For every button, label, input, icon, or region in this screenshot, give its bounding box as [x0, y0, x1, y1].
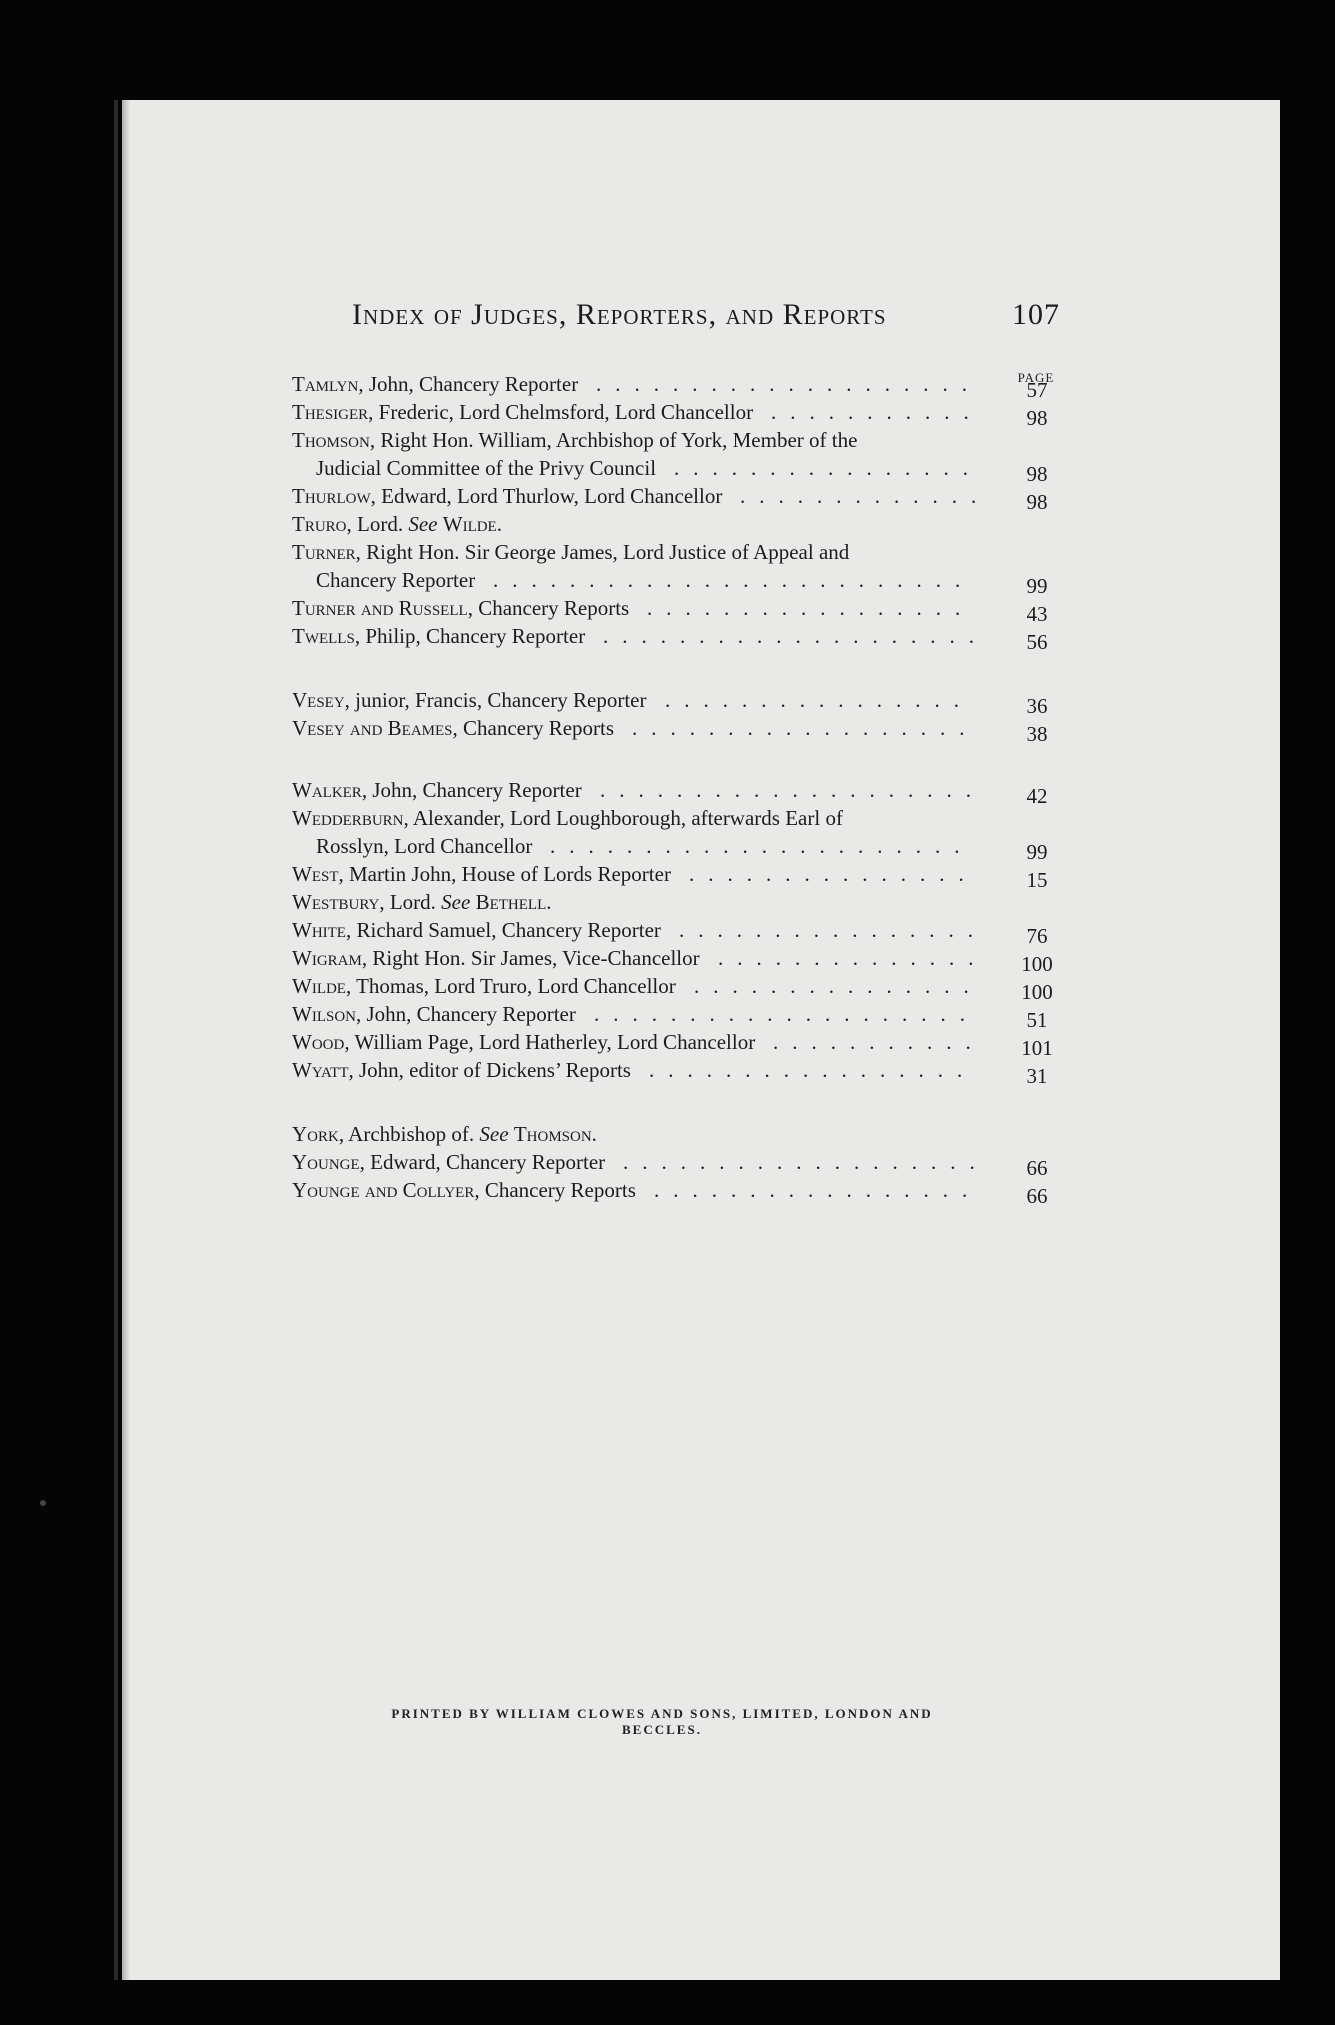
- entry-line: [292, 776, 1060, 808]
- see-label: See: [408, 512, 438, 536]
- index-entry: [292, 714, 1060, 746]
- index-entry: [292, 594, 1060, 626]
- index-entry: [292, 622, 1060, 654]
- see-reference: Wilde.: [442, 512, 502, 536]
- index-entry: [292, 860, 1060, 892]
- entry-continuation-line: [292, 832, 1060, 864]
- entry-line: [292, 916, 1060, 948]
- entry-page-number: 43: [1026, 602, 1048, 626]
- entry-page-number: 101: [1021, 1036, 1053, 1060]
- entry-text: Wilde, Thomas, Lord Truro, Lord Chancellor: [292, 974, 676, 998]
- entry-text: Westbury, Lord. See Bethell.: [292, 890, 552, 914]
- entry-page-number: 100: [1021, 952, 1053, 976]
- entry-page-number: 98: [1026, 490, 1048, 514]
- entry-text: Younge and Collyer, Chancery Reports: [292, 1178, 636, 1202]
- entry-text: West, Martin John, House of Lords Reporter: [292, 862, 671, 886]
- index-entry: [292, 1148, 1060, 1180]
- entry-name: Wood: [292, 1030, 345, 1054]
- entry-text: Wyatt, John, editor of Dickens’ Reports: [292, 1058, 631, 1082]
- entry-page-number: 36: [1026, 694, 1048, 718]
- entry-text: Rosslyn, Lord Chancellor: [316, 834, 533, 858]
- entry-name: York: [292, 1122, 339, 1146]
- entry-line: [292, 944, 1060, 976]
- leader-dots: ..................: [632, 716, 979, 740]
- entry-text: Turner, Right Hon. Sir George James, Lord Justice of Appeal and: [292, 540, 850, 564]
- leader-dots: .............: [740, 484, 991, 508]
- leader-dots: ....................: [600, 778, 985, 802]
- leader-dots: ....................: [603, 624, 988, 648]
- leader-dots: ...........: [773, 1030, 985, 1054]
- entry-line: [292, 1028, 1060, 1060]
- entry-line: [292, 538, 1060, 566]
- entry-line: [292, 972, 1060, 1004]
- index-entry: [292, 1056, 1060, 1088]
- entry-name: Truro: [292, 512, 347, 536]
- index-entry: [292, 538, 1060, 598]
- entry-name: White: [292, 918, 346, 942]
- entry-page-number: 31: [1026, 1064, 1048, 1088]
- see-label: See: [479, 1122, 509, 1146]
- entry-page-number: 56: [1026, 630, 1048, 654]
- entry-text: Wilson, John, Chancery Reporter: [292, 1002, 576, 1026]
- see-reference: Bethell.: [475, 890, 552, 914]
- entry-page-number: 57: [1026, 378, 1048, 402]
- entry-name: Thesiger: [292, 400, 369, 424]
- entry-line: [292, 482, 1060, 514]
- leader-dots: ................: [674, 456, 982, 480]
- entry-name: Tamlyn: [292, 372, 359, 396]
- index-entry: [292, 398, 1060, 430]
- entry-line: [292, 1120, 1060, 1148]
- entry-text: Thesiger, Frederic, Lord Chelmsford, Lord Chancellor: [292, 400, 754, 424]
- entry-name: Vesey: [292, 688, 345, 712]
- entry-line: [292, 860, 1060, 892]
- entry-line: [292, 1056, 1060, 1088]
- entry-name: Turner: [292, 540, 356, 564]
- leader-dots: ...........: [771, 400, 983, 424]
- entry-name: Vesey and Beames: [292, 716, 453, 740]
- entry-text: Chancery Reporter: [316, 568, 476, 592]
- entry-name: Younge and Collyer: [292, 1178, 475, 1202]
- entry-page-number: 15: [1026, 868, 1048, 892]
- entry-line: [292, 510, 1060, 538]
- see-label: See: [441, 890, 471, 914]
- entry-text: Tamlyn, John, Chancery Reporter: [292, 372, 579, 396]
- index-entry: [292, 482, 1060, 514]
- entry-text: White, Richard Samuel, Chancery Reporter: [292, 918, 661, 942]
- index-entry: [292, 510, 1060, 538]
- entry-continuation-line: [292, 566, 1060, 598]
- entry-name: Wilde: [292, 974, 346, 998]
- entry-line: [292, 370, 1060, 402]
- running-head: [352, 298, 1060, 332]
- entry-page-number: 76: [1026, 924, 1048, 948]
- entry-name: Thurlow: [292, 484, 371, 508]
- page-number: 107: [1012, 298, 1060, 331]
- leader-dots: ....................: [594, 1002, 979, 1026]
- entry-page-number: 42: [1026, 784, 1048, 808]
- page-edge-shadow: [122, 100, 130, 1980]
- index-entry: [292, 1120, 1060, 1148]
- index-entry: [292, 686, 1060, 718]
- entry-text: Judicial Committee of the Privy Council: [316, 456, 657, 480]
- entry-line: [292, 686, 1060, 718]
- entry-text: Wedderburn, Alexander, Lord Loughborough, afterwards Earl of: [292, 806, 843, 830]
- entry-page-number: 38: [1026, 722, 1048, 746]
- entry-line: [292, 714, 1060, 746]
- entry-page-number: 99: [1026, 840, 1048, 864]
- index-entry: [292, 426, 1060, 486]
- entry-line: [292, 622, 1060, 654]
- entry-page-number: 99: [1026, 574, 1048, 598]
- entry-text: York, Archbishop of. See Thomson.: [292, 1122, 597, 1146]
- leader-dots: ................: [679, 918, 987, 942]
- printer-imprint: PRINTED BY WILLIAM CLOWES AND SONS, LIMITED, LONDON AND BECCLES.: [391, 1706, 933, 1737]
- index-entry: [292, 1000, 1060, 1032]
- entry-name: Younge: [292, 1150, 360, 1174]
- index-entry: [292, 370, 1060, 402]
- entry-text: Thomson, Right Hon. William, Archbishop of York, Member of the: [292, 428, 858, 452]
- entry-line: [292, 594, 1060, 626]
- index-entry: [292, 888, 1060, 916]
- index-entry: [292, 804, 1060, 864]
- entry-page-number: 66: [1026, 1184, 1048, 1208]
- entry-text: Vesey, junior, Francis, Chancery Reporter: [292, 688, 647, 712]
- entry-line: [292, 1148, 1060, 1180]
- entry-line: [292, 1176, 1060, 1208]
- entry-line: [292, 1000, 1060, 1032]
- entry-text: Vesey and Beames, Chancery Reports: [292, 716, 615, 740]
- entry-line: [292, 426, 1060, 454]
- entry-name: West: [292, 862, 339, 886]
- entry-page-number: 66: [1026, 1156, 1048, 1180]
- entry-text: Walker, John, Chancery Reporter: [292, 778, 582, 802]
- entry-page-number: 98: [1026, 462, 1048, 486]
- entry-line: [292, 888, 1060, 916]
- scan-speck: [40, 1500, 46, 1506]
- index-entry: [292, 916, 1060, 948]
- entry-name: Thomson: [292, 428, 370, 452]
- leader-dots: .................: [647, 596, 975, 620]
- entry-continuation-line: [292, 454, 1060, 486]
- entry-text: Younge, Edward, Chancery Reporter: [292, 1150, 606, 1174]
- index-entry: [292, 972, 1060, 1004]
- entry-name: Wyatt: [292, 1058, 349, 1082]
- entry-line: [292, 804, 1060, 832]
- running-head-title: Index of Judges, Reporters, and Reports: [352, 298, 887, 331]
- leader-dots: ................: [665, 688, 973, 712]
- entry-page-number: 51: [1026, 1008, 1048, 1032]
- entry-text: Wood, William Page, Lord Hatherley, Lord Chancellor: [292, 1030, 756, 1054]
- index-entry: [292, 1176, 1060, 1208]
- see-reference: Thomson.: [513, 1122, 597, 1146]
- leader-dots: ....................: [596, 372, 981, 396]
- index-entry: [292, 776, 1060, 808]
- page-column-label: PAGE: [1017, 370, 1055, 385]
- leader-dots: .........................: [493, 568, 975, 592]
- scan-frame-edge: [114, 100, 118, 1980]
- leader-dots: ...................: [623, 1150, 989, 1174]
- entry-name: Twells: [292, 624, 355, 648]
- leader-dots: ......................: [550, 834, 974, 858]
- index-entry: [292, 944, 1060, 976]
- leader-dots: ...............: [694, 974, 983, 998]
- entry-name: Wedderburn: [292, 806, 404, 830]
- entry-name: Westbury: [292, 890, 380, 914]
- entry-text: Truro, Lord. See Wilde.: [292, 512, 502, 536]
- entry-name: Turner and Russell: [292, 596, 468, 620]
- entry-page-number: 100: [1021, 980, 1053, 1004]
- leader-dots: ..............: [718, 946, 988, 970]
- entry-name: Wilson: [292, 1002, 356, 1026]
- entry-name: Walker: [292, 778, 362, 802]
- entry-text: Wigram, Right Hon. Sir James, Vice-Chancellor: [292, 946, 700, 970]
- leader-dots: .................: [649, 1058, 977, 1082]
- leader-dots: ...............: [689, 862, 978, 886]
- entry-page-number: 98: [1026, 406, 1048, 430]
- index-entry: [292, 1028, 1060, 1060]
- entry-text: Turner and Russell, Chancery Reports: [292, 596, 630, 620]
- entry-line: [292, 398, 1060, 430]
- entry-text: Thurlow, Edward, Lord Thurlow, Lord Chancellor: [292, 484, 723, 508]
- entry-name: Wigram: [292, 946, 362, 970]
- entry-text: Twells, Philip, Chancery Reporter: [292, 624, 586, 648]
- leader-dots: .................: [654, 1178, 982, 1202]
